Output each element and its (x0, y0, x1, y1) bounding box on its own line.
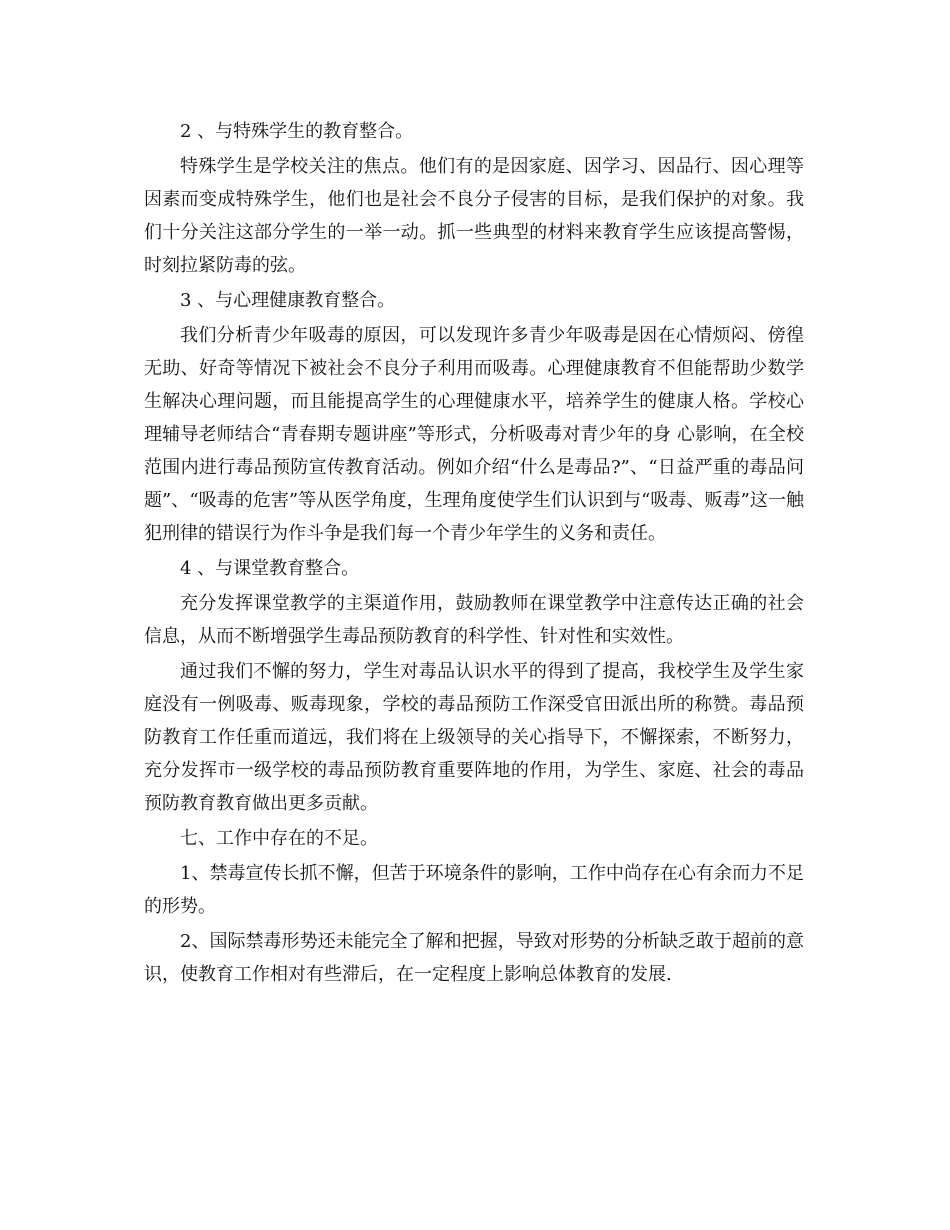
shortcoming-item-2: 2、国际禁毒形势还未能完全了解和把握，导致对形势的分析缺乏敢于超前的意识，使教育工作相对有些滞后，在一定程度上影响总体教育的发展. (144, 931, 804, 985)
paragraph-special-students: 特殊学生是学校关注的焦点。他们有的是因家庭、因学习、因品行、因心理等因素而变成特殊学生，他们也是社会不良分子侵害的目标，是我们保护的对象。我们十分关注这部分学生的一举一动。抓一些典型的材料来教育学生应该提高警惕，时刻拉紧防毒的弦。 (144, 156, 804, 276)
document-body (144, 115, 804, 993)
heading-mental-health: 3 、与心理健康教育整合。 (180, 290, 396, 311)
shortcoming-item-1: 1、禁毒宣传长抓不懈，但苦于环境条件的影响，工作中尚存在心有余而力不足的形势。 (144, 863, 804, 917)
paragraph-mental-health: 我们分析青少年吸毒的原因，可以发现许多青少年吸毒是因在心情烦闷、傍徨无助、好奇等情况下被社会不良分子利用而吸毒。心理健康教育不但能帮助少数学生解决心理问题，而且能提高学生的心理健康水平，培养学生的健康人格。学校心理辅导老师结合“青春期专题讲座”等形式，分析吸毒对青少年的身 心影响，在全校范围内进行毒品预防宣传教育活动。例如介绍“什么是毒品?”、“日益严重的毒品问题”、“吸毒的危害”等从医学角度，生理角度使学生们认识到与“吸毒、贩毒”这一触犯刑律的错误行为作斗争是我们每一个青少年学生的义务和责任。 (144, 325, 804, 544)
heading-special-students: 2 、与特殊学生的教育整合。 (180, 121, 414, 142)
paragraph-results: 通过我们不懈的努力，学生对毒品认识水平的得到了提高，我校学生及学生家庭没有一例吸毒、贩毒现象，学校的毒品预防工作深受官田派出所的称赞。毒品预防教育工作任重而道远，我们将在上级领导的关心指导下，不懈探索，不断努力，充分发挥市一级学校的毒品预防教育重要阵地的作用，为学生、家庭、社会的毒品预防教育教育做出更多贡献。 (144, 661, 804, 814)
heading-classroom-education: 4 、与课堂教育整合。 (180, 558, 360, 579)
paragraph-classroom-education: 充分发挥课堂教学的主渠道作用，鼓励教师在课堂教学中注意传达正确的社会信息，从而不断增强学生毒品预防教育的科学性、针对性和实效性。 (144, 593, 804, 647)
heading-shortcomings: 七、工作中存在的不足。 (180, 828, 378, 849)
